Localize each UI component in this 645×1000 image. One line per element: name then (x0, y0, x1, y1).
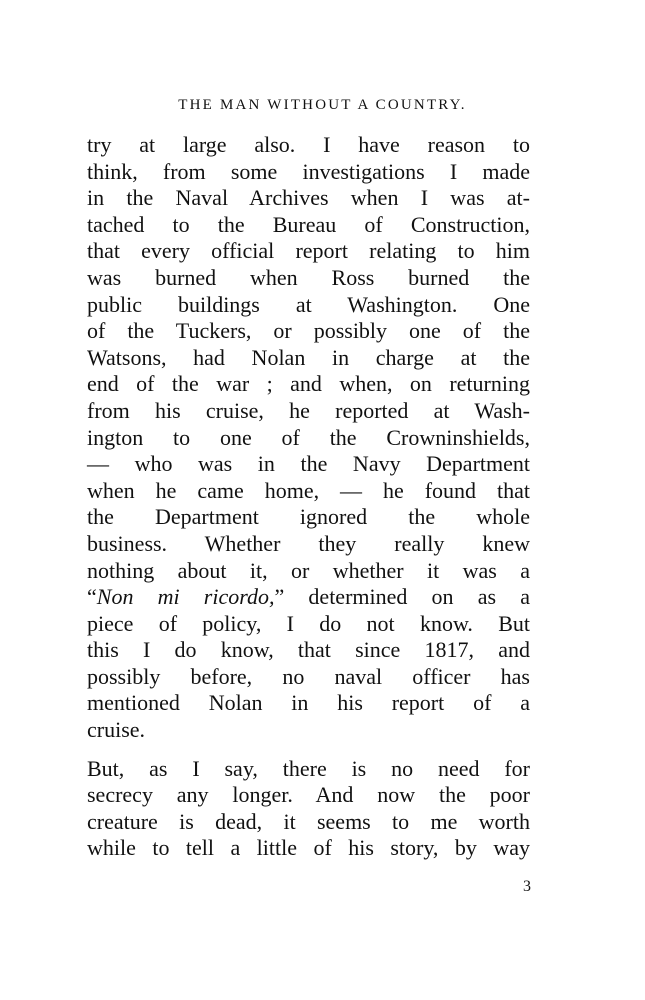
text-line: cruise. (87, 717, 146, 743)
text-line: Watsons, had Nolan in charge at the (87, 344, 530, 370)
text-line: tached to the Bureau of Construction, (87, 211, 530, 237)
paragraph-1 (87, 132, 530, 744)
paragraph-2 (87, 756, 530, 862)
text-line: mentioned Nolan in his report of a (87, 690, 530, 716)
text-line: nothing about it, or whether it was a (87, 557, 530, 583)
text-line: try at large also. I have reason to (87, 132, 530, 157)
text-line: “Non mi ricordo,” determined on as a (87, 584, 531, 610)
text-line: end of the war ; and when, on returning (87, 371, 530, 397)
text-line: possibly before, no naval officer has (87, 663, 530, 689)
text-line: But, as I say, there is no need for (87, 755, 530, 781)
text-line: in the Naval Archives when I was at- (87, 185, 530, 211)
text-line: — who was in the Navy Department (87, 451, 530, 477)
text-line: public buildings at Washington. One (87, 291, 530, 317)
text-line: this I do know, that since 1817, and (87, 637, 530, 663)
page-number: 3 (523, 878, 531, 895)
paragraph-gap (87, 744, 530, 756)
text-line: business. Whether they really knew (87, 530, 530, 556)
body-text (87, 132, 530, 862)
running-header: THE MAN WITHOUT A COUNTRY. (178, 97, 467, 113)
text-line: creature is dead, it seems to me worth (87, 808, 530, 834)
text-line: of the Tuckers, or possibly one of the (87, 318, 530, 344)
text-line: piece of policy, I do not know. But (87, 610, 530, 636)
text-line: from his cruise, he reported at Wash- (87, 397, 530, 423)
text-line: ington to one of the Crowninshields, (87, 424, 530, 450)
italic-phrase: Non mi ricordo, (96, 584, 275, 610)
text-line: was burned when Ross burned the (87, 264, 530, 290)
text-line: think, from some investigations I made (87, 158, 530, 184)
text-line: the Department ignored the whole (87, 504, 530, 530)
text-line: secrecy any longer. And now the poor (87, 782, 530, 808)
text-line: that every official report relating to him (87, 238, 530, 264)
text-line: when he came home, — he found that (87, 477, 530, 503)
text-line: while to tell a little of his story, by way (87, 835, 530, 861)
